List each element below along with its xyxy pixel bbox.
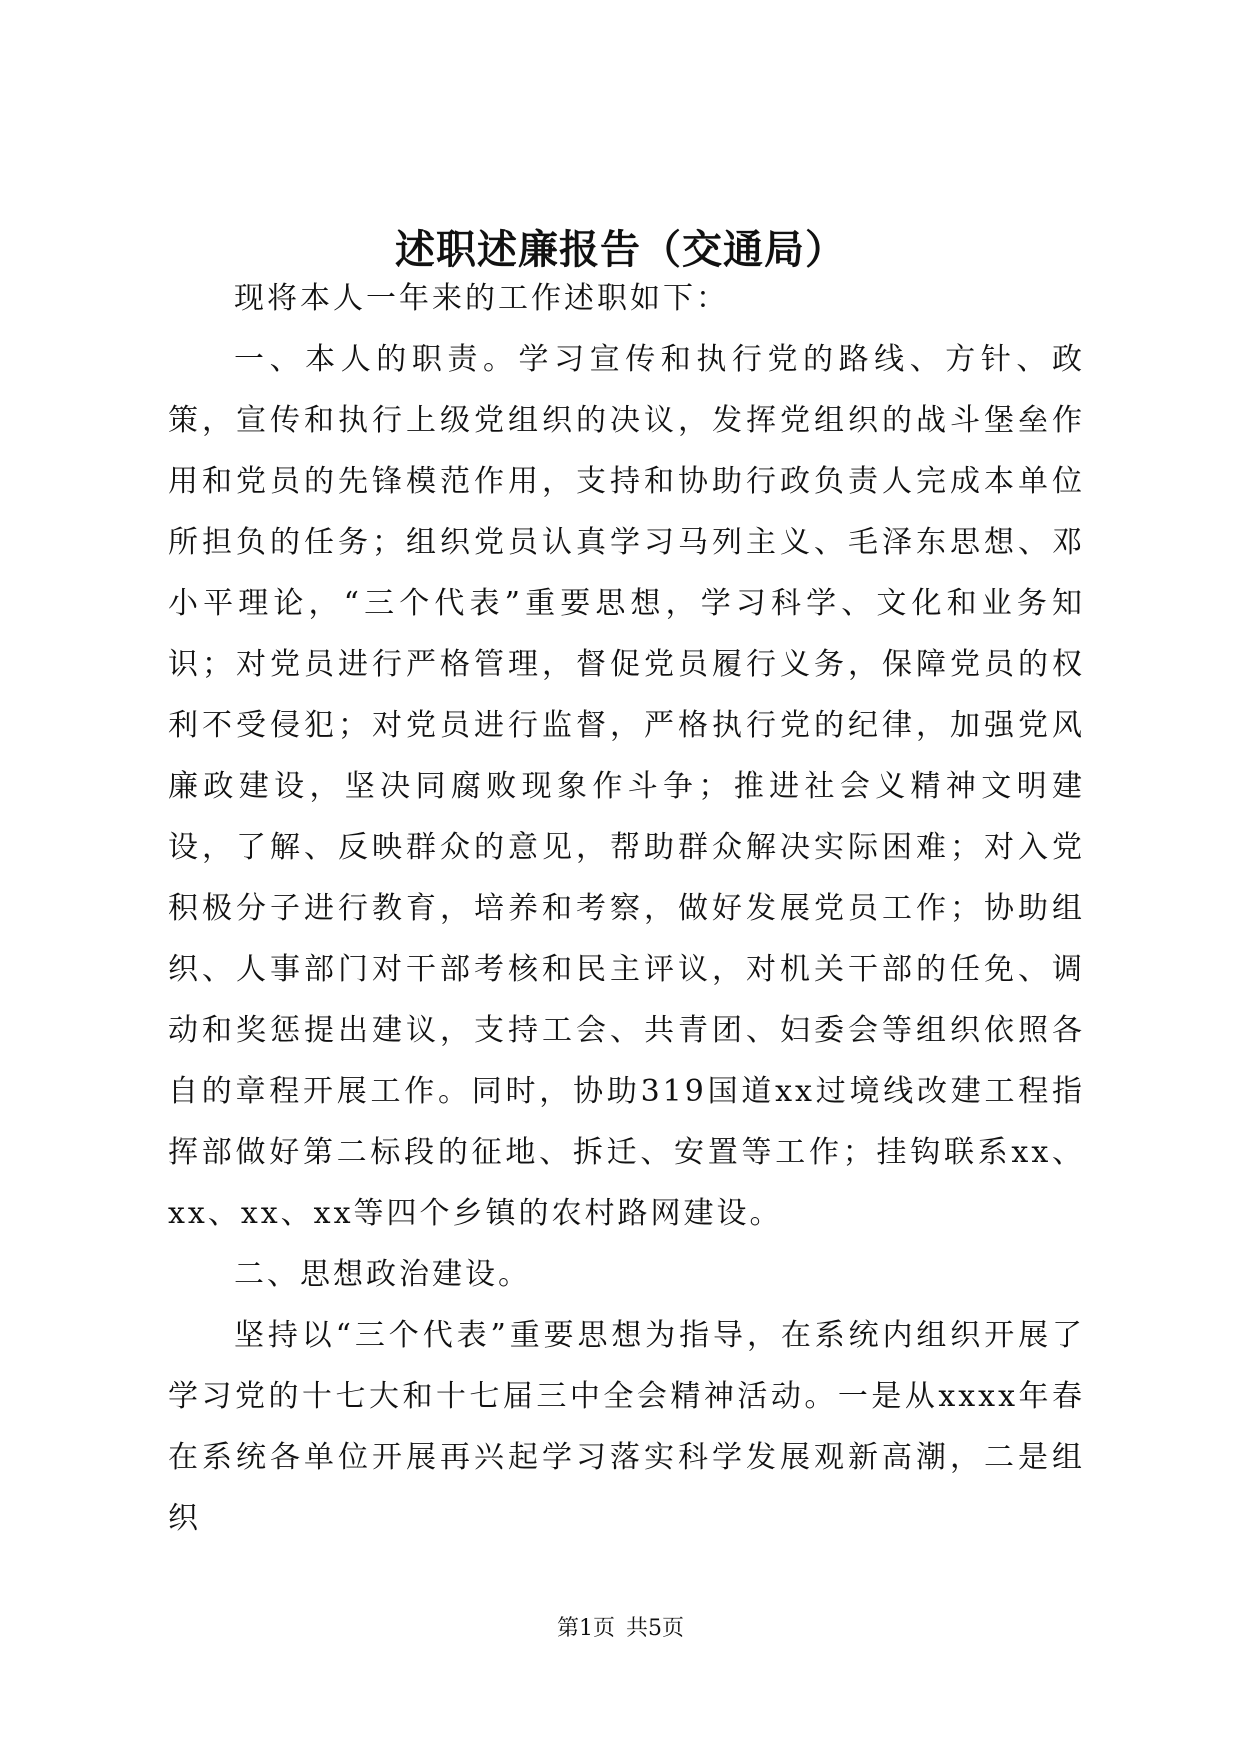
paragraph-section-heading: 二、思想政治建设。 [234, 1257, 531, 1292]
paragraph-intro: 现将本人一年来的工作述职如下： [234, 281, 729, 316]
document-title: 述职述廉报告（交通局） [395, 226, 846, 273]
paragraph-political-study: 坚持以“三个代表”重要思想为指导，在系统内组织开展了学习党的十七大和十七届三中全会精神活动。一是从xxxx年春在系统各单位开展再兴起学习落实科学发展观新高潮，二是组织 [168, 1318, 1085, 1536]
paragraph-duties: 一、本人的职责。学习宣传和执行党的路线、方针、政策，宣传和执行上级党组织的决议，发挥党组织的战斗堡垒作用和党员的先锋模范作用，支持和协助行政负责人完成本单位所担负的任务；组织党员认真学习马列主义、毛泽东思想、邓小平理论，“三个代表”重要思想，学习科学、文化和业务知识；对党员进行严格管理，督促党员履行义务，保障党员的权利不受侵犯；对党员进行监督，严格执行党的纪律，加强党风廉政建设，坚决同腐败现象作斗争；推进社会义精神文明建设，了解、反映群众的意见，帮助群众解决实际困难；对入党积极分子进行教育，培养和考察，做好发展党员工作；协助组织、人事部门对干部考核和民主评议，对机关干部的任免、调动和奖惩提出建议，支持工会、共青团、妇委会等组织依照各自的章程开展工作。同时，协助319国道xx过境线改建工程指挥部做好第二标段的征地、拆迁、安置等工作；挂钩联系xx、xx、xx、xx等四个乡镇的农村路网建设。 [168, 342, 1085, 1231]
document-body [168, 268, 1085, 1549]
page-footer [0, 1614, 1241, 1644]
page-total: 共5页 [626, 1616, 684, 1641]
page-number: 第1页 [557, 1616, 615, 1641]
